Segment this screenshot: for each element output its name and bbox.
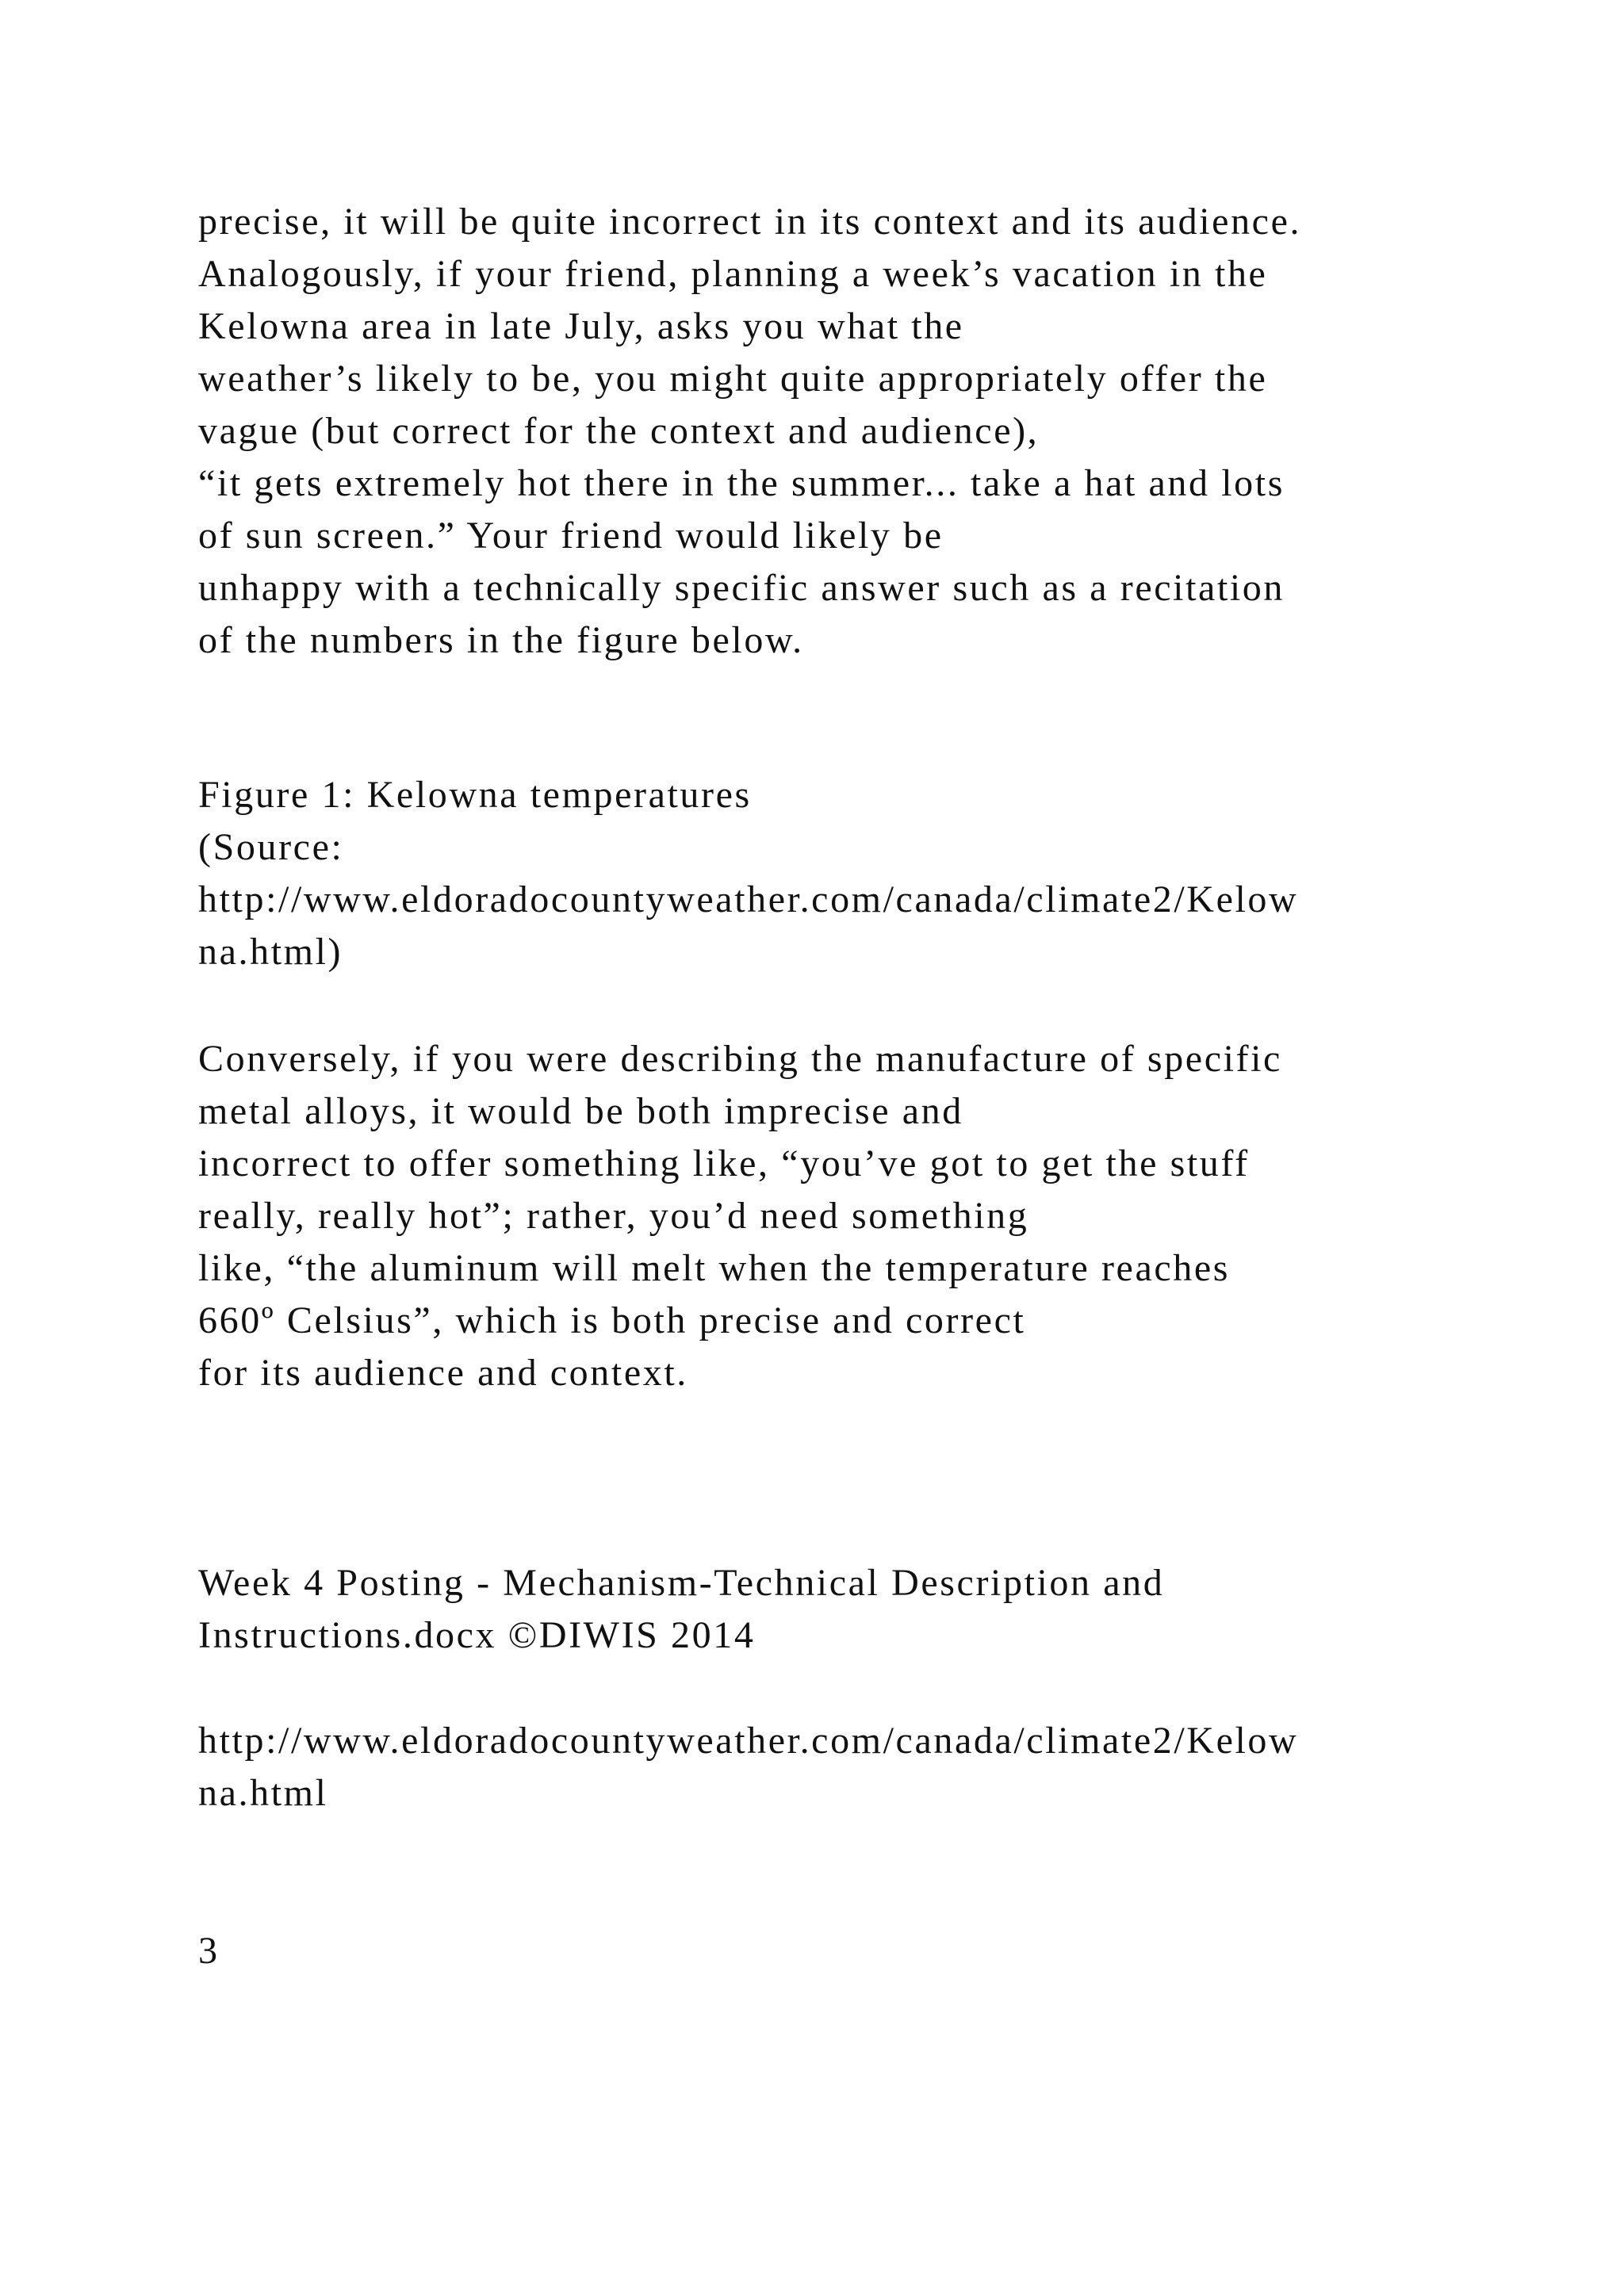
- footer-document-title: [198, 1557, 1507, 1662]
- text-line: weather’s likely to be, you might quite appropriately offer the: [198, 358, 1268, 400]
- figure-source-url: http://www.eldoradocountyweather.com/canada/climate2/Kelow: [198, 878, 1299, 920]
- figure-caption: [198, 769, 1507, 978]
- text-line: of the numbers in the figure below.: [198, 619, 804, 661]
- text-line: vague (but correct for the context and audience),: [198, 410, 1040, 452]
- text-line: for its audience and context.: [198, 1352, 688, 1394]
- footer-url-line: na.html: [198, 1772, 328, 1814]
- text-line: unhappy with a technically specific answer such as a recitation: [198, 567, 1285, 609]
- text-line: incorrect to offer something like, “you’ve got to get the stuff: [198, 1142, 1250, 1184]
- page-number-text: 3: [198, 1930, 220, 1972]
- footer-url-line: http://www.eldoradocountyweather.com/canada/climate2/Kelow: [198, 1720, 1299, 1762]
- figure-title: Figure 1: Kelowna temperatures: [198, 774, 752, 816]
- footer-source-url: [198, 1715, 1507, 1820]
- text-line: Analogously, if your friend, planning a week’s vacation in the: [198, 253, 1268, 295]
- text-line: precise, it will be quite incorrect in its context and its audience.: [198, 201, 1302, 243]
- text-line: Conversely, if you were describing the manufacture of specific: [198, 1038, 1282, 1080]
- footer-line: Instructions.docx ©DIWIS 2014: [198, 1614, 756, 1656]
- text-line: 660º Celsius”, which is both precise and correct: [198, 1299, 1026, 1341]
- text-line: like, “the aluminum will melt when the temperature reaches: [198, 1247, 1231, 1289]
- figure-source-label: (Source:: [198, 826, 344, 868]
- page-number: [198, 1925, 1507, 1977]
- body-paragraph-metal-alloys: [198, 1033, 1507, 1399]
- text-line: of sun screen.” Your friend would likely be: [198, 515, 944, 557]
- text-line: really, really hot”; rather, you’d need something: [198, 1195, 1029, 1237]
- footer-line: Week 4 Posting - Mechanism-Technical Description and: [198, 1562, 1165, 1604]
- text-line: “it gets extremely hot there in the summer... take a hat and lots: [198, 462, 1285, 504]
- body-paragraph-precision-vacation: [198, 196, 1507, 667]
- figure-source-url-continued: na.html): [198, 931, 343, 973]
- text-line: Kelowna area in late July, asks you what the: [198, 305, 964, 347]
- text-line: metal alloys, it would be both imprecise and: [198, 1090, 963, 1132]
